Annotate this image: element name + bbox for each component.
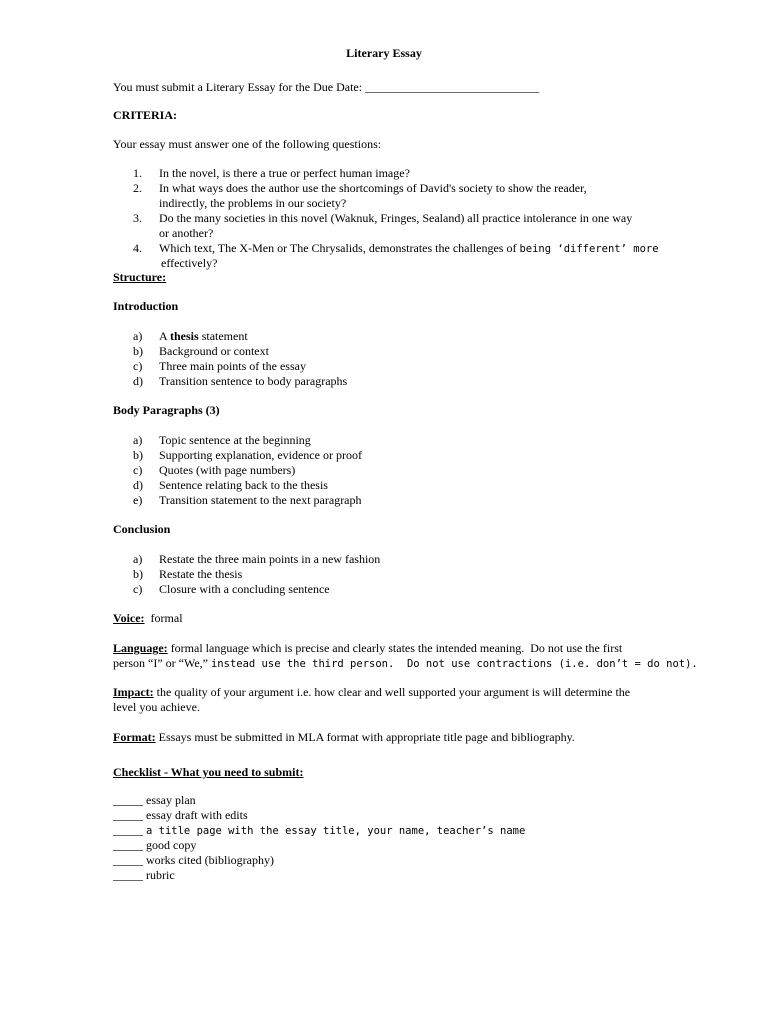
question-number: 2. xyxy=(133,181,142,195)
question-text: effectively? xyxy=(161,256,218,270)
list-item: Three main points of the essay xyxy=(159,359,306,373)
question-text: Do the many societies in this novel (Waknuk, Fringes, Sealand) all practice intolerance in one way xyxy=(159,211,633,225)
list-item: Transition statement to the next paragraph xyxy=(159,493,362,507)
criteria-heading: CRITERIA: xyxy=(113,108,178,122)
list-label: d) xyxy=(133,374,143,388)
list-label: c) xyxy=(133,359,143,373)
body-paragraphs-heading: Body Paragraphs (3) xyxy=(113,403,220,417)
question-text: indirectly, the problems in our society? xyxy=(159,196,347,210)
checklist-item: _____ rubric xyxy=(113,868,175,882)
list-item: A thesis statement xyxy=(159,329,248,343)
criteria-intro: Your essay must answer one of the following questions: xyxy=(113,137,382,151)
list-item: Closure with a concluding sentence xyxy=(159,582,330,596)
checklist-item: _____ essay plan xyxy=(113,793,196,807)
question-text: Which text, The X-Men or The Chrysalids, demonstrates the challenges of being ‘different’ more xyxy=(159,241,659,255)
question-number: 4. xyxy=(133,241,142,255)
list-item: Quotes (with page numbers) xyxy=(159,463,296,477)
language-line: Language: formal language which is precise and clearly states the intended meaning. Do not use the first xyxy=(113,641,623,655)
voice-line: Voice: formal xyxy=(113,611,183,625)
language-label: Language: xyxy=(113,641,168,655)
question-text: In what ways does the author use the shortcomings of David's society to show the reader, xyxy=(159,181,587,195)
list-label: a) xyxy=(133,433,143,447)
checklist-item: _____ a title page with the essay title, your name, teacher’s name xyxy=(113,823,526,837)
list-label: d) xyxy=(133,478,143,492)
due-date-line: You must submit a Literary Essay for the Due Date: _____________________________ xyxy=(113,80,540,94)
format-line: Format: Essays must be submitted in MLA format with appropriate title page and bibliography. xyxy=(113,730,575,744)
list-item: Restate the thesis xyxy=(159,567,243,581)
impact-line: Impact: the quality of your argument i.e. how clear and well supported your argument is will determine the xyxy=(113,685,631,699)
document-title: Literary Essay xyxy=(346,46,422,60)
question-number: 1. xyxy=(133,166,142,180)
list-label: a) xyxy=(133,552,143,566)
list-item: Topic sentence at the beginning xyxy=(159,433,311,447)
introduction-heading: Introduction xyxy=(113,299,179,313)
voice-label: Voice: xyxy=(113,611,145,625)
list-label: b) xyxy=(133,344,143,358)
list-label: b) xyxy=(133,567,143,581)
conclusion-heading: Conclusion xyxy=(113,522,171,536)
checklist-item: _____ essay draft with edits xyxy=(113,808,248,822)
impact-line-2: level you achieve. xyxy=(113,700,200,714)
list-item: Sentence relating back to the thesis xyxy=(159,478,328,492)
checklist-item: _____ works cited (bibliography) xyxy=(113,853,274,867)
list-label: e) xyxy=(133,493,143,507)
list-item: Restate the three main points in a new fashion xyxy=(159,552,381,566)
checklist-heading: Checklist - What you need to submit: xyxy=(113,765,304,779)
list-item: Background or context xyxy=(159,344,269,358)
list-label: a) xyxy=(133,329,143,343)
list-label: c) xyxy=(133,463,143,477)
impact-label: Impact: xyxy=(113,685,154,699)
list-label: b) xyxy=(133,448,143,462)
language-line-2: person “I” or “We,” instead use the third person. Do not use contractions (i.e. don’t = do not). xyxy=(113,656,698,670)
question-text: In the novel, is there a true or perfect human image? xyxy=(159,166,410,180)
checklist-item: _____ good copy xyxy=(113,838,197,852)
list-item: Transition sentence to body paragraphs xyxy=(159,374,348,388)
list-label: c) xyxy=(133,582,143,596)
structure-heading: Structure: xyxy=(113,270,167,284)
question-number: 3. xyxy=(133,211,142,225)
format-label: Format: xyxy=(113,730,156,744)
list-item: Supporting explanation, evidence or proof xyxy=(159,448,362,462)
question-text: or another? xyxy=(159,226,214,240)
